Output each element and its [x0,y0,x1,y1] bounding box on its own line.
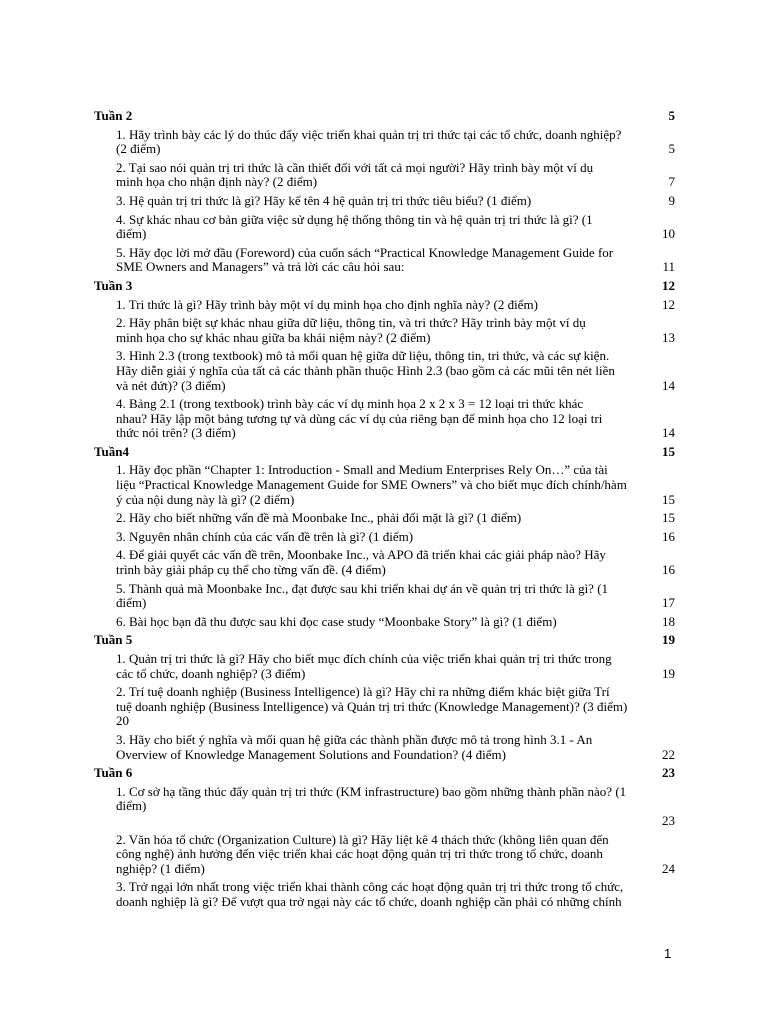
toc-entry [94,582,675,611]
toc-entry [94,213,675,242]
toc-entry-line [116,331,675,346]
toc-entry-line [116,397,675,412]
entry-text: 4. Để giải quyết các vấn đề trên, Moonbake Inc., và APO đã triển khai các giải pháp nào? Hãy [116,547,606,563]
toc-week-heading [94,766,675,781]
entry-page-number: 13 [662,329,675,345]
toc-entry [94,298,675,313]
entry-text: 1. Hãy đọc phần “Chapter 1: Introduction - Small and Medium Enterprises Rely On…” của tài [116,462,608,478]
entry-text: 5. Hãy đọc lời mở đầu (Foreword) của cuốn sách “Practical Knowledge Management Guide for [116,244,614,260]
toc-entry [94,652,675,681]
entry-page-number: 18 [662,613,675,629]
toc-entry [94,128,675,157]
entry-text: 3. Hãy cho biết ý nghĩa và mối quan hệ giữa các thành phần được mô tả trong hình 3.1 - An [116,731,593,747]
toc-entry-line [116,596,675,611]
entry-text: 6. Bài học bạn đã thu được sau khi đọc case study “Moonbake Story” là gì? (1 điểm) [116,613,557,629]
week-title: Tuần4 [94,443,129,459]
table-of-contents [94,109,675,914]
entry-page-number: 7 [668,174,675,190]
toc-entry-line [116,142,675,157]
entry-text: SME Owners and Managers” và trả lời các câu hỏi sau: [116,259,405,275]
entry-page-number: 5 [668,141,675,157]
toc-entry-line [116,161,675,176]
entry-text: 2. Hãy cho biết những vấn đề mà Moonbake Inc., phải đối mặt là gì? (1 điểm) [116,510,522,526]
toc-entry [94,194,675,209]
toc-entry-line [116,799,675,814]
toc-entry-line [116,463,675,478]
entry-text: 2. Trí tuệ doanh nghiệp (Business Intelligence) là gì? Hãy chỉ ra những điểm khác biệt giữa Trí [116,684,610,700]
entry-text: 4. Sự khác nhau cơ bản giữa việc sử dụng hệ thống thông tin và hệ quản trị tri thức là gì? (1 [116,211,593,227]
toc-entry-line [116,582,675,597]
toc-entry [94,316,675,345]
entry-page-number: 12 [662,296,675,312]
week-title: Tuần 2 [94,108,133,123]
toc-entry-line [116,316,675,331]
entry-text: Hãy diễn giải ý nghĩa của tất cả các thành phần thuộc Hình 2.3 (bao gồm cả các mũi tên nét liền [116,362,615,378]
entry-text: 5. Thành quả mà Moonbake Inc., đạt được sau khi triển khai dự án về quản trị tri thức là gì? (1 [116,580,609,596]
entry-text: nhau? Hãy lập một bảng tương tự và dùng các ví dụ của riêng bạn để minh họa cho 12 loại tri [116,410,603,426]
toc-entry-line [116,426,675,441]
toc-entry-line [116,175,675,190]
toc-entry-line [116,847,675,862]
toc-entry-line [116,733,675,748]
toc-entry-line [116,748,675,763]
entry-text: 1. Quản trị tri thức là gì? Hãy cho biết mục đích chính của việc triển khai quản trị tri thức trong [116,651,612,666]
toc-entry-line [116,785,675,800]
week-page-number: 5 [668,108,675,123]
toc-entry-line [116,563,675,578]
entry-page-number: 15 [662,491,675,507]
toc-entry-line [116,128,675,143]
toc-entry-line [116,194,675,209]
toc-entry-line [116,700,675,715]
entry-page-number: 16 [662,528,675,544]
toc-entry-line [116,814,675,829]
entry-text: 3. Hệ quản trị tri thức là gì? Hãy kể tên 4 hệ quản trị tri thức tiêu biểu? (1 điểm) [116,192,532,208]
toc-entry-line [116,833,675,848]
entry-text: Overview of Knowledge Management Solutions and Foundation? (4 điểm) [116,746,506,762]
entry-text: doanh nghiệp là gì? Để vượt qua trở ngại này các tổ chức, doanh nghiệp cần phải có những chính [116,893,622,909]
toc-entry [94,161,675,190]
toc-entry-line [116,685,675,700]
entry-text: và nét đứt)? (3 điểm) [116,377,226,393]
toc-entry-line [116,862,675,877]
entry-text: 3. Hình 2.3 (trong textbook) mô tả mối quan hệ giữa dữ liệu, thông tin, tri thức, và các sự kiện. [116,348,610,364]
toc-entry-line [116,530,675,545]
toc-entry [94,246,675,275]
week-page-number: 15 [662,443,675,459]
toc-entry-line [116,880,675,895]
entry-page-number: 23 [662,812,675,828]
entry-text: 2. Văn hóa tổ chức (Organization Culture) là gì? Hãy liệt kê 4 thách thức (không liên quan đến [116,831,609,847]
entry-page-number: 9 [668,192,675,208]
toc-entry [94,349,675,393]
toc-entry-line [116,493,675,508]
toc-entry [94,463,675,507]
entry-text: 20 [116,713,129,729]
week-title: Tuần 3 [94,277,133,293]
toc-entry [94,397,675,441]
entry-text: tuệ doanh nghiệp (Business Intelligence) và Quản trị tri thức (Knowledge Management)? (3 điểm) [116,698,628,714]
toc-entry [94,880,675,909]
week-title: Tuần 6 [94,765,133,781]
toc-entry-line [116,412,675,427]
week-page-number: 19 [662,632,675,648]
entry-text: minh họa cho sự khác nhau giữa ba khái niệm này? (2 điểm) [116,329,431,345]
toc-entry [94,615,675,630]
toc-entry-line [116,213,675,228]
toc-entry-line [116,652,675,667]
toc-entry-line [116,895,675,910]
entry-text: trình bày giải pháp cụ thể cho từng vấn đề. (4 điểm) [116,562,386,578]
toc-entry-line [116,511,675,526]
toc-entry-line [116,364,675,379]
toc-entry-line [116,349,675,364]
entry-page-number: 19 [662,665,675,681]
toc-week-heading [94,633,675,648]
week-title: Tuần 5 [94,632,133,648]
entry-text: 1. Cơ sở hạ tầng thúc đẩy quản trị tri thức (KM infrastructure) bao gồm những thành phần nào? (1 [116,783,627,799]
toc-week-heading [94,279,675,294]
entry-text: công nghệ) ảnh hưởng đến việc triển khai các hoạt động quản trị tri thức trong tổ chức, doanh [116,846,603,862]
entry-page-number: 10 [662,226,675,242]
toc-week-heading [94,109,675,124]
entry-text: 2. Tại sao nói quản trị tri thức là cần thiết đối với tất cả mọi người? Hãy trình bày một ví dụ [116,159,594,175]
toc-entry-line [116,379,675,394]
toc-entry [94,785,675,829]
entry-page-number: 24 [662,860,675,876]
toc-entry-line [116,548,675,563]
toc-entry [94,548,675,577]
entry-text: 1. Hãy trình bày các lý do thúc đẩy việc triển khai quản trị tri thức tại các tổ chức, doanh nghiệp? [116,126,622,142]
entry-text: điểm) [116,798,147,814]
toc-entry-line [116,246,675,261]
entry-text: 3. Trở ngại lớn nhất trong việc triển khai thành công các hoạt động quản trị tri thức trong tổ chức, [116,879,624,895]
toc-entry [94,685,675,729]
toc-entry [94,733,675,762]
entry-page-number: 22 [662,746,675,762]
entry-text: nghiệp? (1 điểm) [116,860,205,876]
toc-week-heading [94,445,675,460]
toc-entry [94,530,675,545]
entry-text: 2. Hãy phân biệt sự khác nhau giữa dữ liệu, thông tin, và tri thức? Hãy trình bày một ví dụ [116,315,586,331]
entry-text: 3. Nguyên nhân chính của các vấn đề trên là gì? (1 điểm) [116,528,414,544]
page-number: 1 [664,946,672,961]
toc-entry-line [116,714,675,729]
toc-entry-line [116,667,675,682]
toc-entry-line [116,478,675,493]
entry-page-number: 14 [662,425,675,441]
toc-entry-line [116,260,675,275]
entry-text: 4. Bảng 2.1 (trong textbook) trình bày các ví dụ minh họa 2 x 2 x 3 = 12 loại tri thức khác [116,396,584,412]
entry-page-number: 14 [662,377,675,393]
entry-text: ý của nội dung này là gì? (2 điểm) [116,491,295,507]
toc-entry [94,833,675,877]
toc-entry-line [116,227,675,242]
week-page-number: 12 [662,277,675,293]
entry-page-number: 15 [662,510,675,526]
entry-text: thức nói trên? (3 điểm) [116,425,236,441]
entry-page-number: 17 [662,595,675,611]
entry-text: minh họa cho nhận định này? (2 điểm) [116,174,318,190]
entry-text: liệu “Practical Knowledge Management Guide for SME Owners” và cho biết mục đích chính/hàm [116,477,627,493]
entry-text: điểm) [116,226,147,242]
toc-entry-line [116,298,675,313]
week-page-number: 23 [662,765,675,781]
entry-text: điểm) [116,595,147,611]
entry-page-number: 16 [662,562,675,578]
toc-entry [94,511,675,526]
entry-text: (2 điểm) [116,141,161,157]
entry-text: 1. Tri thức là gì? Hãy trình bày một ví dụ minh họa cho định nghĩa này? (2 điểm) [116,296,538,312]
entry-text: các tổ chức, doanh nghiệp? (3 điểm) [116,665,306,681]
entry-page-number: 11 [662,259,675,275]
toc-entry-line [116,615,675,630]
